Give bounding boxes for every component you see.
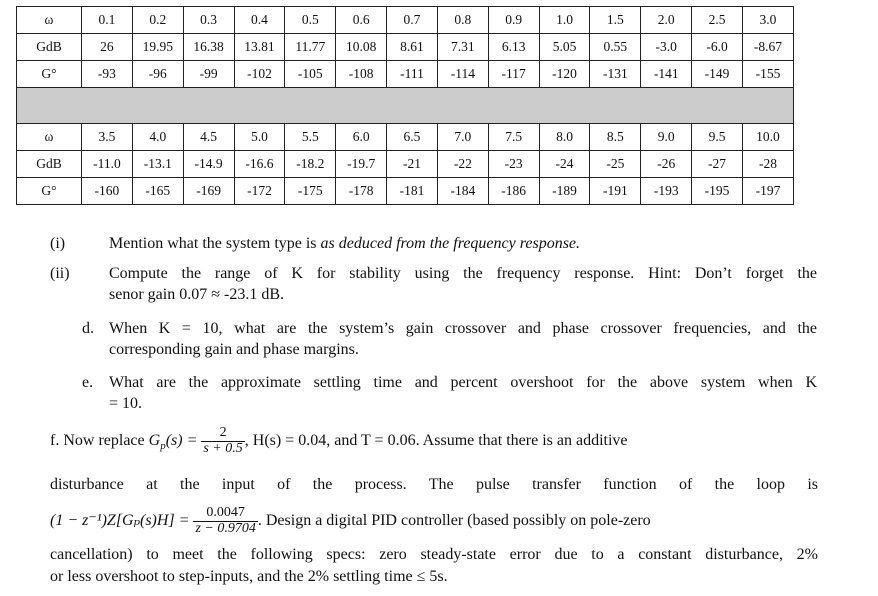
item-ii-line1: Compute the range of K for stability using the frequency response. Hint: Don’t forget the bbox=[109, 265, 817, 282]
pulse-tf-fraction bbox=[193, 506, 257, 536]
part-f-line2: disturbance at the input of the process. The pulse transfer function of the loop is bbox=[50, 476, 818, 493]
table-cell: -13.1 bbox=[132, 151, 183, 178]
table-cell: -28 bbox=[742, 151, 793, 178]
table-cell: -6.0 bbox=[692, 34, 743, 61]
table-cell: -8.67 bbox=[742, 34, 793, 61]
item-e-text bbox=[109, 372, 817, 414]
table-separator-band bbox=[16, 88, 794, 124]
row-label: G° bbox=[17, 61, 82, 88]
table-cell: -195 bbox=[692, 178, 743, 205]
item-d-text bbox=[109, 318, 817, 360]
item-d-line1: When K = 10, what are the system’s gain crossover and phase crossover frequencies, and the bbox=[109, 320, 817, 337]
part-f-line5: or less overshoot to step-inputs, and the 2% settling time ≤ 5s. bbox=[50, 568, 448, 585]
table-cell: 9.5 bbox=[692, 124, 743, 151]
table-cell: 0.8 bbox=[437, 7, 488, 34]
table-cell: 4.0 bbox=[132, 124, 183, 151]
table-cell: -96 bbox=[132, 61, 183, 88]
table-cell: 0.55 bbox=[590, 34, 641, 61]
table-cell: -178 bbox=[336, 178, 387, 205]
item-ii-label: (ii) bbox=[50, 265, 70, 282]
table-cell: -120 bbox=[539, 61, 590, 88]
table-cell: 5.5 bbox=[285, 124, 336, 151]
gp-subscript: p bbox=[160, 440, 166, 453]
table-row bbox=[17, 7, 794, 34]
table-cell: -27 bbox=[692, 151, 743, 178]
table-cell: 6.0 bbox=[336, 124, 387, 151]
pulse-tf-denominator: z − 0.9704 bbox=[195, 520, 256, 536]
row-label: ω bbox=[17, 124, 82, 151]
table-cell: 11.77 bbox=[285, 34, 336, 61]
table-cell: 0.6 bbox=[336, 7, 387, 34]
item-d-label: d. bbox=[82, 320, 94, 337]
table-cell: -114 bbox=[437, 61, 488, 88]
table-cell: 0.4 bbox=[234, 7, 285, 34]
table-cell: 16.38 bbox=[183, 34, 234, 61]
table-cell: 2.5 bbox=[692, 7, 743, 34]
table-cell: 5.05 bbox=[539, 34, 590, 61]
table-cell: -93 bbox=[82, 61, 133, 88]
table-cell: 7.31 bbox=[437, 34, 488, 61]
table-cell: 13.81 bbox=[234, 34, 285, 61]
table-cell: 6.5 bbox=[387, 124, 438, 151]
table-cell: -16.6 bbox=[234, 151, 285, 178]
row-label: GdB bbox=[17, 151, 82, 178]
table-cell: -24 bbox=[539, 151, 590, 178]
item-d-line2: corresponding gain and phase margins. bbox=[109, 341, 359, 358]
table-cell: -117 bbox=[488, 61, 539, 88]
part-f-line3-rest: . Design a digital PID controller (based possibly on pole-zero bbox=[257, 511, 651, 529]
table-cell: 3.0 bbox=[742, 7, 793, 34]
table-cell: -131 bbox=[590, 61, 641, 88]
item-i-text bbox=[109, 233, 580, 254]
table-cell: -19.7 bbox=[336, 151, 387, 178]
table-cell: 8.0 bbox=[539, 124, 590, 151]
item-e-line2: = 10. bbox=[109, 395, 143, 412]
table-cell: -193 bbox=[641, 178, 692, 205]
table-cell: 5.0 bbox=[234, 124, 285, 151]
item-e-line1: What are the approximate settling time and percent overshoot for the above system when K bbox=[109, 374, 817, 391]
part-f-intro: f. Now replace bbox=[50, 431, 145, 449]
table-cell: -191 bbox=[590, 178, 641, 205]
table-cell: 7.0 bbox=[437, 124, 488, 151]
table-cell: -184 bbox=[437, 178, 488, 205]
gp-symbol: G bbox=[148, 431, 161, 449]
table-cell: -26 bbox=[641, 151, 692, 178]
table-row bbox=[17, 124, 794, 151]
table-cell: 9.0 bbox=[641, 124, 692, 151]
table-cell: 0.2 bbox=[132, 7, 183, 34]
table-cell: 0.3 bbox=[183, 7, 234, 34]
table-cell: -175 bbox=[285, 178, 336, 205]
table-cell: 6.13 bbox=[488, 34, 539, 61]
table-row bbox=[17, 178, 794, 205]
table-row bbox=[17, 34, 794, 61]
item-i-text-italic: as deduced from the frequency response. bbox=[320, 235, 581, 252]
row-label: ω bbox=[17, 7, 82, 34]
table-cell: 3.5 bbox=[82, 124, 133, 151]
table-cell: -23 bbox=[488, 151, 539, 178]
item-e-label: e. bbox=[82, 374, 94, 391]
row-label: GdB bbox=[17, 34, 82, 61]
table-cell: -14.9 bbox=[183, 151, 234, 178]
table-cell: 4.5 bbox=[183, 124, 234, 151]
item-ii-line2: senor gain 0.07 ≈ -23.1 dB. bbox=[109, 286, 284, 303]
table-cell: 8.5 bbox=[590, 124, 641, 151]
table-cell: -141 bbox=[641, 61, 692, 88]
table-cell: -21 bbox=[387, 151, 438, 178]
table-cell: -102 bbox=[234, 61, 285, 88]
table-cell: -108 bbox=[336, 61, 387, 88]
gp-denominator: s + 0.5 bbox=[203, 440, 243, 456]
item-ii-text bbox=[109, 263, 817, 305]
table-cell: -149 bbox=[692, 61, 743, 88]
table-cell: 26 bbox=[82, 34, 133, 61]
table-cell: -18.2 bbox=[285, 151, 336, 178]
gp-argument: (s) = bbox=[165, 431, 198, 449]
item-i-text-plain: Mention what the system type is bbox=[109, 235, 321, 252]
table-cell: 0.9 bbox=[488, 7, 539, 34]
table-cell: 1.0 bbox=[539, 7, 590, 34]
table-cell: -189 bbox=[539, 178, 590, 205]
table-cell: -160 bbox=[82, 178, 133, 205]
table-cell: -197 bbox=[742, 178, 793, 205]
gp-numerator: 2 bbox=[201, 426, 244, 442]
table-cell: 0.1 bbox=[82, 7, 133, 34]
table-cell: 10.0 bbox=[742, 124, 793, 151]
table-cell: 0.7 bbox=[387, 7, 438, 34]
table-cell: -22 bbox=[437, 151, 488, 178]
table-cell: -105 bbox=[285, 61, 336, 88]
part-f-h-text: , H(s) = 0.04, and T = 0.06. Assume that there is an additive bbox=[244, 431, 628, 449]
frequency-table-1 bbox=[16, 6, 794, 88]
pulse-tf-numerator: 0.0047 bbox=[193, 506, 257, 522]
frequency-table-2 bbox=[16, 123, 794, 205]
table-cell: -11.0 bbox=[82, 151, 133, 178]
gp-fraction bbox=[201, 426, 244, 456]
pulse-tf-lhs: (1 − z⁻¹)Z[Gₚ(s)H] = bbox=[50, 511, 190, 529]
part-f-line4: cancellation) to meet the following specs: zero steady-state error due to a constant disturbance, 2% bbox=[50, 546, 818, 563]
table-cell: 7.5 bbox=[488, 124, 539, 151]
table-cell: 8.61 bbox=[387, 34, 438, 61]
table-cell: -172 bbox=[234, 178, 285, 205]
table-cell: -186 bbox=[488, 178, 539, 205]
table-cell: 2.0 bbox=[641, 7, 692, 34]
table-row bbox=[17, 151, 794, 178]
part-f-line1 bbox=[50, 426, 818, 457]
table-row bbox=[17, 61, 794, 88]
table-cell: 19.95 bbox=[132, 34, 183, 61]
table-cell: 10.08 bbox=[336, 34, 387, 61]
table-cell: 0.5 bbox=[285, 7, 336, 34]
table-cell: -169 bbox=[183, 178, 234, 205]
table-cell: -25 bbox=[590, 151, 641, 178]
row-label: G° bbox=[17, 178, 82, 205]
table-cell: -165 bbox=[132, 178, 183, 205]
table-cell: -181 bbox=[387, 178, 438, 205]
table-cell: -3.0 bbox=[641, 34, 692, 61]
item-i-label: (i) bbox=[50, 235, 66, 252]
table-cell: -155 bbox=[742, 61, 793, 88]
part-f-line3 bbox=[50, 506, 818, 536]
table-cell: -99 bbox=[183, 61, 234, 88]
table-cell: -111 bbox=[387, 61, 438, 88]
table-cell: 1.5 bbox=[590, 7, 641, 34]
